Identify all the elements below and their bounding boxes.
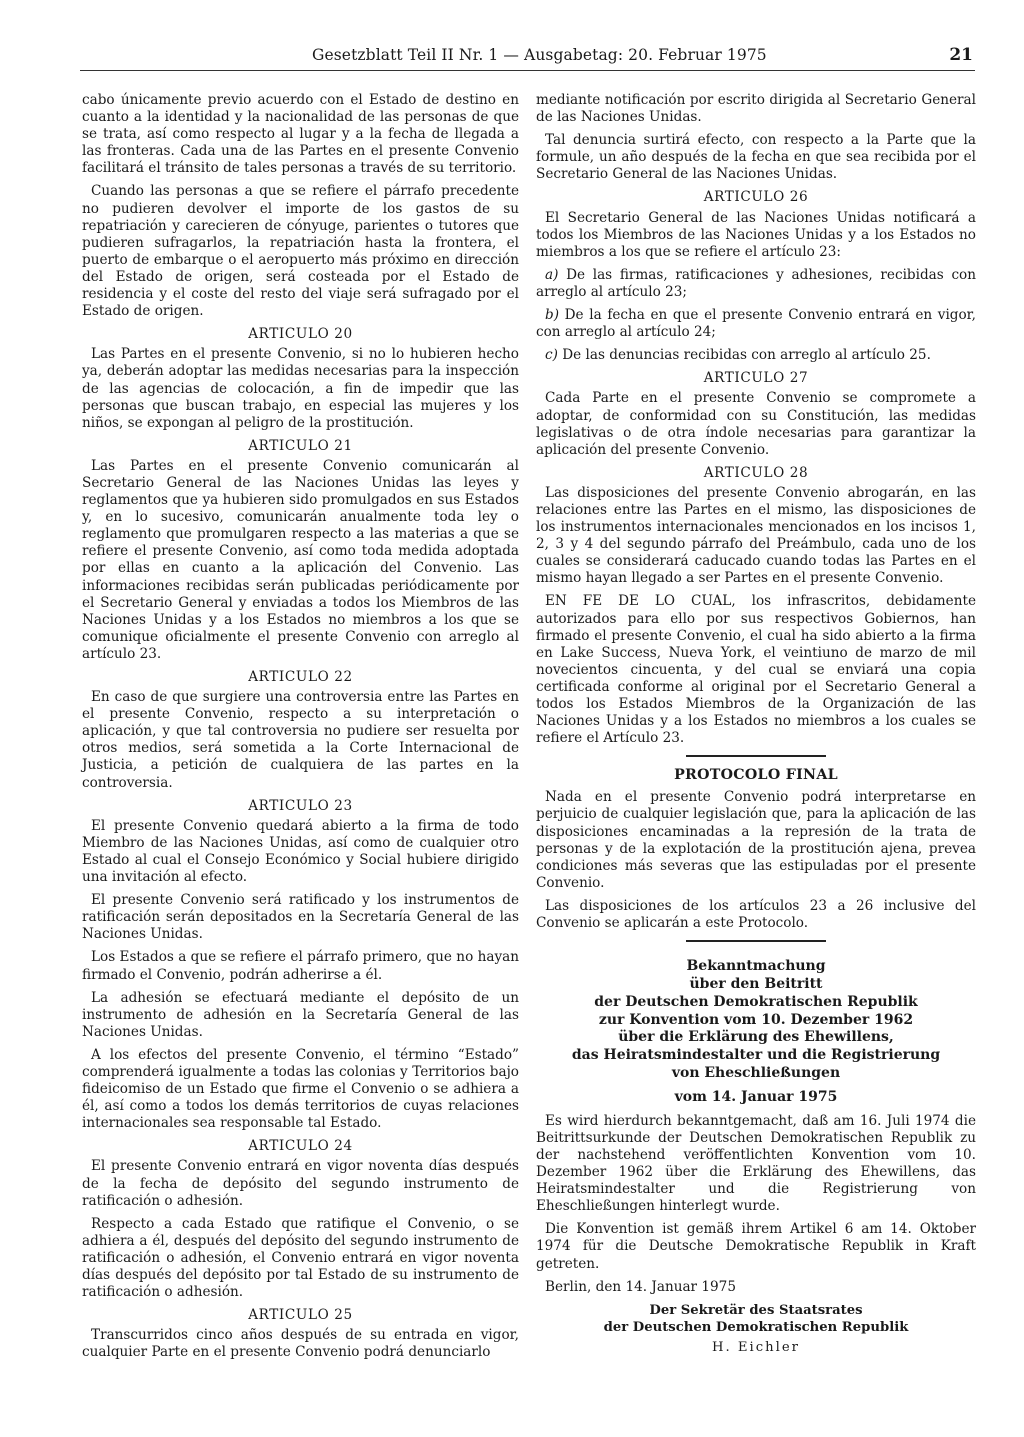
- article-heading: ARTICULO 22: [248, 669, 353, 685]
- paragraph: El presente Convenio entrará en vigor noventa días después de la fecha de depósito del segundo instrumento de ratificación o adhesión.: [82, 1158, 519, 1209]
- paragraph: La adhesión se efectuará mediante el depósito de un instrumento de adhesión en la Secretaría General de las Naciones Unidas.: [82, 989, 519, 1040]
- paragraph: Las disposiciones del presente Convenio abrogarán, en las relaciones entre las Partes en el mismo, las disposiciones de los instrumentos internacionales mencionados en los incisos 1, 2, 3 y 4 del segundo párrafo del Preámbulo, cada uno de los cuales se considerará caducado cuando todas las Partes en el mismo hayan llegado a ser Partes en el presente Convenio.: [536, 484, 976, 587]
- article-heading: ARTICULO 27: [703, 370, 809, 387]
- announcement-title-line: von Eheschließungen: [671, 1064, 841, 1081]
- signer-title: Der Sekretär des Staatsrates: [649, 1302, 863, 1318]
- article-heading: ARTICULO 21: [248, 437, 353, 454]
- list-text: De la fecha en que el presente Convenio entrará en vigor, con arreglo al artículo 24;: [536, 307, 977, 341]
- list-label: c): [545, 347, 558, 364]
- list-text: De las firmas, ratificaciones y adhesiones, recibidas con arreglo al artículo 23;: [536, 266, 976, 300]
- paragraph: El presente Convenio será ratificado y los instrumentos de ratificación serán depositados en la Secretaría General de las Naciones Unidas.: [82, 892, 519, 943]
- paragraph: Es wird hierdurch bekanntgemacht, daß am 16. Juli 1974 die Beitrittsurkunde der Deutschen Demokratischen Republik zu der nachstehend veröffentlichten Konvention vom 10. Dezember 1962 über die Erklärung des Ehewillens, das Heiratsmindestalter und die Registrierung von Eheschließungen hinterlegt wurde.: [536, 1112, 976, 1215]
- list-label: b): [545, 307, 560, 324]
- announcement-title-line: zur Konvention vom 10. Dezember 1962: [598, 1011, 914, 1028]
- list-item: [536, 347, 976, 364]
- paragraph: Cuando las personas a que se refiere el párrafo precedente no pudieren devolver el importe de los gastos de su repatriación y carecieren de cónyuge, parientes o tutores que pudieren sufragarlos, la repatriación hasta la frontera, el puerto de embarque o el aeropuerto más próximo en dirección del Estado de origen, será costeada por el Estado de residencia y el coste del resto del viaje será sufragado por el Estado de origen.: [82, 183, 519, 320]
- paragraph: El presente Convenio quedará abierto a la firma de todo Miembro de las Naciones Unidas, así como de cualquier otro Estado al cual el Consejo Económico y Social hubiere dirigido una invitación al efecto.: [82, 817, 519, 886]
- paragraph: En caso de que surgiere una controversia entre las Partes en el presente Convenio, respecto a su interpretación o aplicación, y que tal controversia no pudiere ser resuelta por otros medios, será sometida a la Corte Internacional de Justicia, a petición de cualquiera de las partes en la controversia.: [82, 689, 519, 791]
- paragraph: cabo únicamente previo acuerdo con el Estado de destino en cuanto a la identidad y la nacionalidad de las personas de que se trata, así como respecto al lugar y a la fecha de llegada a las fronteras. Cada una de las Partes en el presente Convenio facilitará el tránsito de tales personas a través de su territorio.: [82, 92, 519, 177]
- announcement-title-line: über die Erklärung des Ehewillens,: [618, 1029, 894, 1046]
- paragraph: Los Estados a que se refiere el párrafo primero, que no hayan firmado el Convenio, podrán adherirse a él.: [82, 949, 519, 983]
- signer-title: der Deutschen Demokratischen Republik: [603, 1320, 909, 1336]
- announcement-title-line: über den Beitritt: [689, 975, 823, 992]
- paragraph: Transcurridos cinco años después de su entrada en vigor, cualquier Parte en el presente Convenio podrá denunciarlo: [82, 1327, 519, 1361]
- paragraph: A los efectos del presente Convenio, el término “Estado” comprenderá igualmente a todas las colonias y Territorios bajo fideicomiso de un Estado que firme el Convenio o se adhiera a él, así como a todos los demás territorios de cuyas relaciones internacionales sea responsable tal Estado.: [82, 1046, 519, 1132]
- section-divider: [686, 755, 826, 757]
- paragraph: Las disposiciones de los artículos 23 a 26 inclusive del Convenio se aplicarán a este Protocolo.: [536, 897, 976, 932]
- list-item: [536, 267, 976, 301]
- protocol-heading: PROTOCOLO FINAL: [674, 767, 838, 784]
- article-heading: ARTICULO 20: [248, 326, 353, 343]
- paragraph: Nada en el presente Convenio podrá interpretarse en perjuicio de cualquier legislación que, para la aplicación de las disposiciones encaminadas a la represión de la trata de personas y de la explotación de la prostitución ajena, prevea condiciones más severas que las estipuladas por el presente Convenio.: [536, 789, 976, 891]
- paragraph: Cada Parte en el presente Convenio se compromete a adoptar, de conformidad con su Constitución, las medidas legislativas o de otra índole necesarias para garantizar la aplicación del presente Convenio.: [536, 390, 976, 458]
- paragraph: Tal denuncia surtirá efecto, con respecto a la Parte que la formule, un año después de la fecha en que sea recibida por el Secretario General de las Naciones Unidas.: [536, 132, 976, 183]
- paragraph: Respecto a cada Estado que ratifique el Convenio, o se adhiera a él, después del depósito del segundo instrumento de ratificación o adhesión, el Convenio entrará en vigor noventa días después del depósito por tal Estado de su instrumento de ratificación o adhesión.: [82, 1215, 519, 1301]
- paragraph: EN FE DE LO CUAL, los infrascritos, debidamente autorizados para ello por sus respectivos Gobiernos, han firmado el presente Convenio, el cual ha sido abierto a la firma en Lake Success, Nueva York, el veintiuno de marzo de mil novecientos cincuenta, y del cual se enviará una copia certificada conforme al original por el Secretario General a todos los Estados Miembros de la Organización de las Naciones Unidas y a los Estados no miembros a los cuales se refiere el Artículo 23.: [536, 593, 976, 747]
- paragraph: El Secretario General de las Naciones Unidas notificará a todos los Miembros de las Naciones Unidas y a los Estados no miembros a los que se refiere el artículo 23:: [536, 209, 976, 260]
- announcement-date: vom 14. Januar 1975: [674, 1088, 838, 1105]
- article-heading: ARTICULO 25: [248, 1307, 353, 1324]
- paragraph: Las Partes en el presente Convenio comunicarán al Secretario General de las Naciones Unidas las leyes y reglamentos que ya hubieren sido promulgados en sus Estados y, en lo sucesivo, comunicarán anualmente toda ley o reglamento que promulgaren respecto a las materias a que se refiere el presente Convenio, así como toda medida adoptada por ellas en cuanto a la aplicación del Convenio. Las informaciones recibidas serán publicadas periódicamente por el Secretario General y enviadas a todos los Miembros de las Naciones Unidas y a los Estados no miembros a los que se comunique oficialmente el presente Convenio con arreglo al artículo 23.: [82, 457, 519, 662]
- paragraph: mediante notificación por escrito dirigida al Secretario General de las Naciones Unidas.: [536, 92, 976, 126]
- list-item: [536, 307, 976, 341]
- section-divider: [686, 940, 826, 942]
- header-rule: [80, 70, 975, 71]
- list-text: De las denuncias recibidas con arreglo al artículo 25.: [562, 347, 931, 364]
- announcement-title-line: das Heiratsmindestalter und die Registrierung: [571, 1047, 941, 1064]
- page-number: 21: [949, 45, 973, 65]
- gazette-title: Gesetzblatt Teil II Nr. 1 — Ausgabetag: 20. Februar 1975: [312, 46, 767, 64]
- left-column: [82, 92, 519, 1367]
- paragraph: Las Partes en el presente Convenio, si no lo hubieren hecho ya, deberán adoptar las medidas necesarias para la inspección de las agencias de colocación, a fin de impedir que las personas que buscan trabajo, en especial las mujeres y los niños, se expongan al peligro de la prostitución.: [82, 346, 519, 431]
- announcement-title-line: der Deutschen Demokratischen Republik: [594, 993, 918, 1010]
- signature-block: [536, 1302, 976, 1356]
- page-header: [80, 46, 975, 74]
- signer-name: H. Eichler: [712, 1339, 800, 1355]
- place-date: Berlin, den 14. Januar 1975: [545, 1278, 736, 1295]
- announcement-title-line: Bekanntmachung: [686, 958, 826, 975]
- paragraph: Die Konvention ist gemäß ihrem Artikel 6 am 14. Oktober 1974 für die Deutsche Demokratische Republik in Kraft getreten.: [536, 1221, 976, 1272]
- article-heading: ARTICULO 23: [248, 797, 353, 814]
- right-column: [536, 92, 976, 1356]
- article-heading: ARTICULO 28: [703, 464, 809, 481]
- article-heading: ARTICULO 24: [248, 1138, 353, 1155]
- announcement-title: [536, 958, 976, 1083]
- article-heading: ARTICULO 26: [703, 189, 809, 206]
- list-label: a): [545, 266, 559, 283]
